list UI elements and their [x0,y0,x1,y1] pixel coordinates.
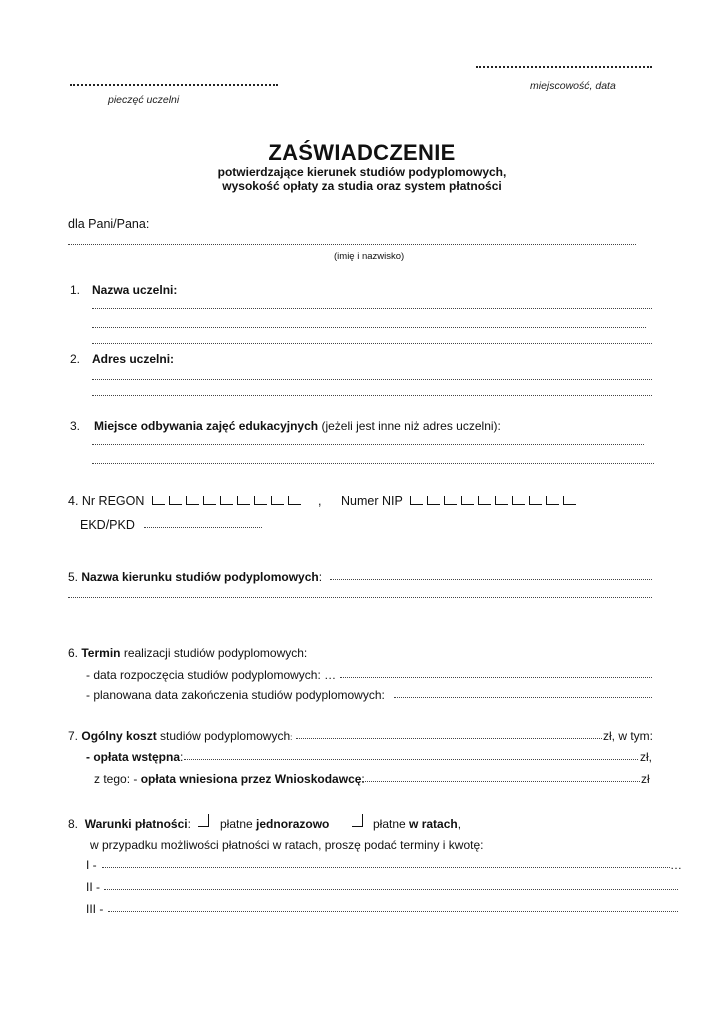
s8-row-1-tail: … [670,858,682,872]
subtitle-line-2: wysokość opłaty za studia oraz system płatności [222,179,502,193]
s2-label-text: Adres uczelni: [92,352,175,366]
regon-boxes[interactable] [152,496,301,505]
s7-label [68,729,292,743]
s7-total-line[interactable] [296,738,602,739]
s6-end-label: - planowana data zakończenia studiów podyplomowych: [86,688,385,702]
s8-row-3-label: III - [86,902,104,916]
s2-number: 2. [70,352,81,366]
place-date-label: miejscowość, data [530,80,616,92]
s5-label-text: Nazwa kierunku studiów podyplomowych [81,570,319,584]
regon-label: 4. Nr REGON [68,494,145,508]
subtitle-line-1: potwierdzające kierunek studiów podyplomowych, [217,165,507,179]
s7-colon: : [290,733,293,742]
regon-digit-box[interactable] [254,496,267,505]
s1-number: 1. [70,283,81,297]
s8-opt1-pre: płatne [220,817,253,831]
s5-line-2[interactable] [68,597,652,598]
s7-entry-suffix: zł, [640,750,652,764]
regon-digit-box[interactable] [271,496,284,505]
nip-digit-box[interactable] [427,496,440,505]
regon-comma: , [318,494,322,508]
s3-note: (jeżeli jest inne niż adres uczelni): [321,419,501,433]
s7-of-which: z tego: - [94,772,138,786]
s7-number: 7. [68,729,79,743]
s1-label-text: Nazwa uczelni: [92,283,178,297]
nip-digit-box[interactable] [461,496,474,505]
regon-digit-box[interactable] [152,496,165,505]
s8-label [68,817,191,831]
s3-line-1[interactable] [92,444,644,445]
regon-digit-box[interactable] [237,496,250,505]
s6-label-rest: realizacji studiów podyplomowych: [123,646,308,660]
ekd-label: EKD/PKD [80,518,135,532]
s5-label [68,570,322,584]
nip-digit-box[interactable] [495,496,508,505]
s8-option-one-time [220,817,329,831]
nip-label: Numer NIP [341,494,403,508]
s3-label [94,419,501,433]
nip-digit-box[interactable] [529,496,542,505]
recipient-name-line[interactable] [68,244,636,245]
s6-label [68,646,307,660]
regon-digit-box[interactable] [186,496,199,505]
stamp-line[interactable] [70,84,278,86]
s8-opt2-pre: płatne [373,817,406,831]
s8-opt2-bold: w ratach [409,817,458,831]
s6-end-line[interactable] [394,697,652,698]
s6-label-bold: Termin [81,646,121,660]
s7-paid-suffix: zł [641,772,650,786]
s8-option-installments [373,817,461,831]
s3-number: 3. [70,419,81,433]
s6-start-line[interactable] [340,677,652,678]
s8-note: w przypadku możliwości płatności w ratach, proszę podać terminy i kwotę: [90,838,484,852]
s3-label-text: Miejsce odbywania zajęć edukacyjnych [94,419,319,433]
s8-number: 8. [68,817,79,831]
s5-number: 5. [68,570,79,584]
s8-row-2-label: II - [86,880,100,894]
s8-label-text: Warunki płatności [84,817,188,831]
s8-opt2-post: , [457,817,462,831]
s1-line-1[interactable] [92,308,652,309]
s8-row-2-line[interactable] [104,889,678,890]
nip-digit-box[interactable] [512,496,525,505]
checkbox-one-time[interactable] [198,814,209,827]
place-date-line[interactable] [476,66,652,68]
s6-number: 6. [68,646,79,660]
s2-line-2[interactable] [92,395,652,396]
nip-digit-box[interactable] [546,496,559,505]
page-title: ZAŚWIADCZENIE [268,140,456,165]
checkbox-installments[interactable] [352,814,363,827]
nip-digit-box[interactable] [444,496,457,505]
regon-digit-box[interactable] [169,496,182,505]
recipient-label: dla Pani/Pana: [68,217,150,231]
s7-entry-line[interactable] [184,759,638,760]
s8-row-1-line[interactable] [102,867,670,868]
s8-row-3-line[interactable] [108,911,678,912]
s5-colon: : [318,570,323,584]
s7-paid-label-text: opłata wniesiona przez Wnioskodawcę [140,772,362,786]
nip-boxes[interactable] [410,496,576,505]
s7-total-suffix: zł, w tym: [603,729,653,743]
s2-label [92,352,174,366]
s1-label [92,283,177,297]
s8-row-1-label: I - [86,858,97,872]
nip-digit-box[interactable] [563,496,576,505]
stamp-label: pieczęć uczelni [108,94,180,106]
s1-line-3[interactable] [92,343,652,344]
s2-line-1[interactable] [92,379,652,380]
s7-label-rest: studiów podyplomowych [160,729,291,743]
s7-entry-label-text: - opłata wstępna [86,750,181,764]
nip-digit-box[interactable] [410,496,423,505]
s7-paid-line[interactable] [362,781,640,782]
regon-digit-box[interactable] [203,496,216,505]
ekd-line[interactable] [144,527,262,528]
s8-opt1-bold: jednorazowo [256,817,330,831]
s1-line-2[interactable] [92,327,646,328]
nip-digit-box[interactable] [478,496,491,505]
s7-entry-label: - opłata wstępna: [86,750,184,764]
regon-digit-box[interactable] [220,496,233,505]
regon-digit-box[interactable] [288,496,301,505]
s8-colon: : [187,817,191,831]
recipient-hint: (imię i nazwisko) [334,251,405,262]
s7-paid-label: z tego: - opłata wniesiona przez Wnioskodawcę: [94,772,365,786]
s7-label-bold: Ogólny koszt [81,729,157,743]
s3-line-2[interactable] [92,463,654,464]
s6-start-label: - data rozpoczęcia studiów podyplomowych: … [86,668,337,682]
s5-line-1[interactable] [330,579,652,580]
